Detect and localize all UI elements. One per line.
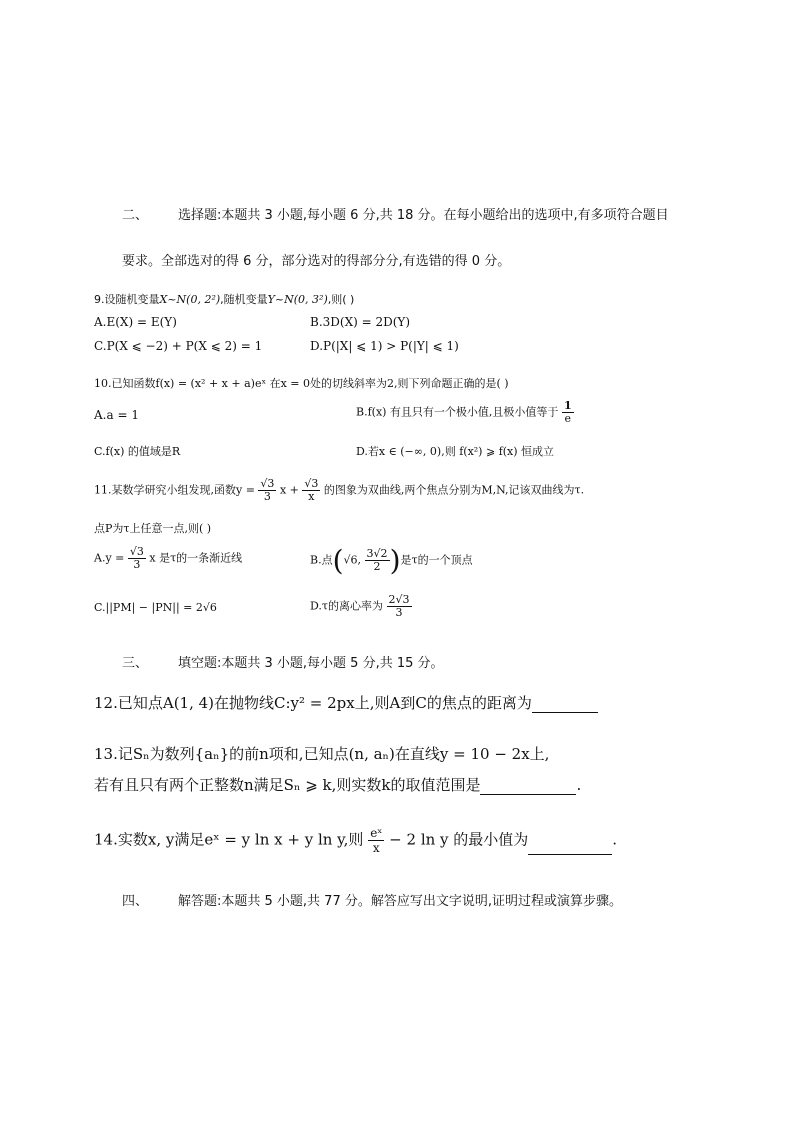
section2-heading: 选择题:本题共 3 小题,每小题 6 分,共 18 分。在每小题给出的选项中,有多项符合题目 bbox=[178, 208, 669, 223]
q11-stem bbox=[94, 478, 584, 503]
q10-b-frac-num: 1 bbox=[563, 399, 572, 412]
section2-heading-line2: 要求。全部选对的得 6 分，部分选对的得部分分,有选错的得 0 分。 bbox=[122, 254, 511, 269]
q9-option-d: D.P(|X| ⩽ 1) > P(|Y| ⩽ 1) bbox=[310, 339, 459, 353]
q14-post: − 2 ln y 的最小值为 bbox=[389, 830, 529, 849]
q9-stem-y-dist: Y~N(0, 3²) bbox=[267, 293, 328, 306]
q12-text: 12.已知点A(1, 4)在抛物线C:y² = 2px上,则A到C的焦点的距离为 bbox=[94, 694, 532, 712]
q10-option-b bbox=[356, 400, 574, 425]
q11-stem-line2: 点P为τ上任意一点,则( ) bbox=[94, 522, 212, 535]
q11-d-frac-num: 2√3 bbox=[388, 593, 410, 606]
q14-answer-blank[interactable] bbox=[528, 838, 612, 855]
q10-option-a: A.a = 1 bbox=[94, 408, 139, 422]
q11-stem-a: 11.某数学研究小组发现,函数y = bbox=[94, 483, 255, 497]
q11-b-frac-den: 2 bbox=[373, 560, 381, 573]
q14-frac bbox=[368, 826, 384, 855]
q11-a-frac bbox=[128, 546, 146, 571]
q11-b-post: 是τ的一个顶点 bbox=[400, 553, 473, 567]
q11-option-b bbox=[310, 544, 473, 577]
q10-option-b-fraction bbox=[562, 400, 574, 425]
q13-line2 bbox=[94, 774, 581, 795]
q13-end-period: . bbox=[576, 776, 582, 794]
q11-b-frac bbox=[365, 548, 390, 573]
q11-b-pre: B.点 bbox=[310, 553, 333, 567]
section4-number: 四、 bbox=[122, 894, 149, 909]
q10-b-frac-den: e bbox=[564, 412, 572, 425]
q12 bbox=[94, 692, 598, 713]
q11-d-pre: D.τ的离心率为 bbox=[310, 599, 384, 613]
q13-line2-text: 若有且只有两个正整数n满足Sₙ ⩾ k,则实数k的取值范围是 bbox=[94, 776, 481, 794]
q14-pre: 14.实数x, y满足eˣ = y ln x + y ln y,则 bbox=[94, 830, 364, 849]
q9-stem-x-dist: X~N(0, 2²) bbox=[159, 293, 221, 306]
q11-stem-c: 的图象为双曲线,两个焦点分别为M,N,记该双曲线为τ. bbox=[323, 483, 585, 497]
q11-option-c: C.||PM| − |PN|| = 2√6 bbox=[94, 601, 217, 614]
q14-frac-num: eˣ bbox=[370, 826, 383, 840]
q10-stem: 10.已知函数f(x) = (x² + x + a)eˣ 在x = 0处的切线斜率为2,则下列命题正确的是( ) bbox=[94, 377, 509, 390]
q11-frac1-den: 3 bbox=[263, 490, 271, 503]
section2-number: 二、 bbox=[122, 208, 149, 223]
q11-a-frac-den: 3 bbox=[133, 558, 141, 571]
q11-frac1-num: √3 bbox=[260, 477, 275, 490]
q10-option-c: C.f(x) 的值域是R bbox=[94, 445, 181, 458]
left-paren-glyph: ( bbox=[332, 544, 344, 577]
q11-frac2 bbox=[302, 478, 320, 503]
q12-answer-blank[interactable] bbox=[532, 696, 598, 713]
q9-stem bbox=[94, 291, 354, 307]
right-paren-glyph: ) bbox=[389, 544, 401, 577]
q11-frac2-num: √3 bbox=[304, 477, 319, 490]
q9-option-b: B.3D(X) = 2D(Y) bbox=[310, 315, 411, 329]
q9-stem-text-c: ,随机变量 bbox=[220, 293, 268, 306]
q9-option-c: C.P(X ⩽ −2) + P(X ⩽ 2) = 1 bbox=[94, 339, 263, 353]
q10-option-b-text: B.f(x) 有且只有一个极小值,且极小值等于 bbox=[356, 405, 559, 419]
q14-end-period: . bbox=[612, 830, 618, 849]
q10-option-d: D.若x ∈ (−∞, 0),则 f(x²) ⩾ f(x) 恒成立 bbox=[356, 445, 555, 458]
q14-frac-den: x bbox=[372, 841, 380, 855]
q11-a-pre: A.y = bbox=[94, 551, 125, 565]
section4-heading: 解答题:本题共 5 小题,共 77 分。解答应写出文字说明,证明过程或演算步骤。 bbox=[178, 894, 622, 909]
q11-a-post: x 是τ的一条渐近线 bbox=[149, 551, 243, 565]
q11-frac2-den: x bbox=[308, 490, 315, 503]
q11-option-a bbox=[94, 546, 242, 571]
q11-d-frac-den: 3 bbox=[395, 606, 403, 619]
q11-a-frac-num: √3 bbox=[129, 545, 144, 558]
q11-b-point-x: √6, bbox=[343, 553, 362, 567]
q13-line1: 13.记Sₙ为数列{aₙ}的前n项和,已知点(n, aₙ)在直线y = 10 − 2x上, bbox=[94, 745, 550, 763]
section3-heading: 填空题:本题共 3 小题,每小题 5 分,共 15 分。 bbox=[178, 656, 444, 671]
q13-answer-blank[interactable] bbox=[480, 778, 576, 795]
q11-frac1 bbox=[258, 478, 276, 503]
q11-stem-b: x + bbox=[279, 483, 299, 497]
q9-stem-text-e: ,则( ) bbox=[327, 293, 355, 306]
q11-option-d bbox=[310, 594, 412, 619]
q14 bbox=[94, 826, 617, 855]
q11-d-frac bbox=[387, 594, 412, 619]
q9-option-a: A.E(X) = E(Y) bbox=[94, 315, 177, 329]
section3-number: 三、 bbox=[122, 656, 149, 671]
q9-stem-text-a: 9.设随机变量 bbox=[94, 293, 160, 306]
q11-b-frac-num: 3√2 bbox=[366, 547, 388, 560]
